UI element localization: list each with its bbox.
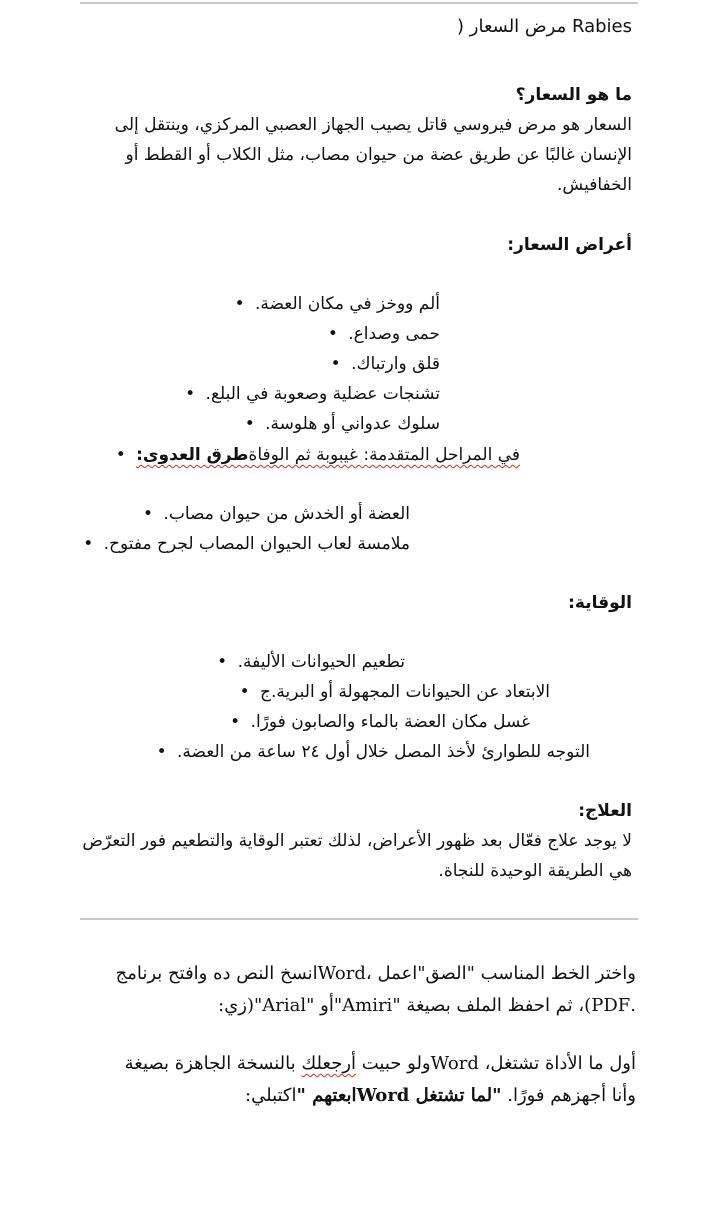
section-what [80,80,632,200]
instruction-note-1 [80,958,636,1022]
middle-divider [80,918,638,920]
list-item: العضة أو الخدش من حيوان مصاب. • [143,504,410,524]
document-title: Rabies مرض السعار ( [457,16,632,37]
section-treatment [80,796,632,886]
section-symptoms [80,230,632,260]
instruction-note-2 [80,1048,636,1112]
list-item: قلق وارتباك. • [330,354,440,374]
list-item: تشنجات عضلية وصعوبة في البلع. • [185,384,440,404]
list-item: الابتعاد عن الحيوانات المجهولة أو البرية.ج • [239,682,550,702]
transmission-list [83,499,410,559]
what-paragraph: السعار هو مرض فيروسي قاتل يصيب الجهاز العصبي المركزي، وينتقل إلى الإنسان غالبًا عن طريق عضة من حيوان مصاب، مثل الكلاب أو القطط أو الخفافيش. [114,115,632,195]
symptom-last-line [100,440,520,470]
what-heading: ما هو السعار؟ [515,85,632,105]
note-line: أول ما الأداة تشتغل، Wordولو حبيت أرجعلك بالنسخة الجاهزة بصيغة [124,1053,636,1074]
note-line: .PDF)، ثم احفظ الملف بصيغة "Amiri"أو "Arial"(زي: [218,995,636,1016]
list-item: حمى وصداع. • [327,324,440,344]
list-item: في المراحل المتقدمة: غيبوبة ثم الوفاةطرق العدوى: • [115,445,520,465]
list-item: سلوك عدواني أو هلوسة. • [244,414,440,434]
prevention-heading: الوقاية: [568,593,632,613]
section-prevention [80,588,632,618]
top-divider [80,2,638,4]
note-line: وأنا أجهزهم فورًا. "لما تشتغل Wordابعتهم "اكتبلي: [245,1085,636,1106]
list-item: ملامسة لعاب الحيوان المصاب لجرح مفتوح. • [83,534,410,554]
list-item: غسل مكان العضة بالماء والصابون فورًا. • [230,712,530,732]
prevention-list [100,647,600,767]
symptoms-list [110,289,440,439]
symptoms-heading: أعراض السعار: [507,235,632,255]
treatment-heading: العلاج: [578,801,632,821]
list-item: التوجه للطوارئ لأخذ المصل خلال أول ٢٤ ساعة من العضة. • [156,742,590,762]
list-item: تطعيم الحيوانات الأليفة. • [217,652,405,672]
treatment-paragraph: لا يوجد علاج فعّال بعد ظهور الأعراض، لذلك تعتبر الوقاية والتطعيم فور التعرّض هي الطريقة الوحيدة للنجاة. [82,831,632,881]
list-item: ألم ووخز في مكان العضة. • [234,294,440,314]
note-line: واختر الخط المناسب "الصق"اعمل ،Wordانسخ النص ده وافتح برنامج [115,963,636,984]
transmission-heading: طرق العدوى: [136,445,249,465]
